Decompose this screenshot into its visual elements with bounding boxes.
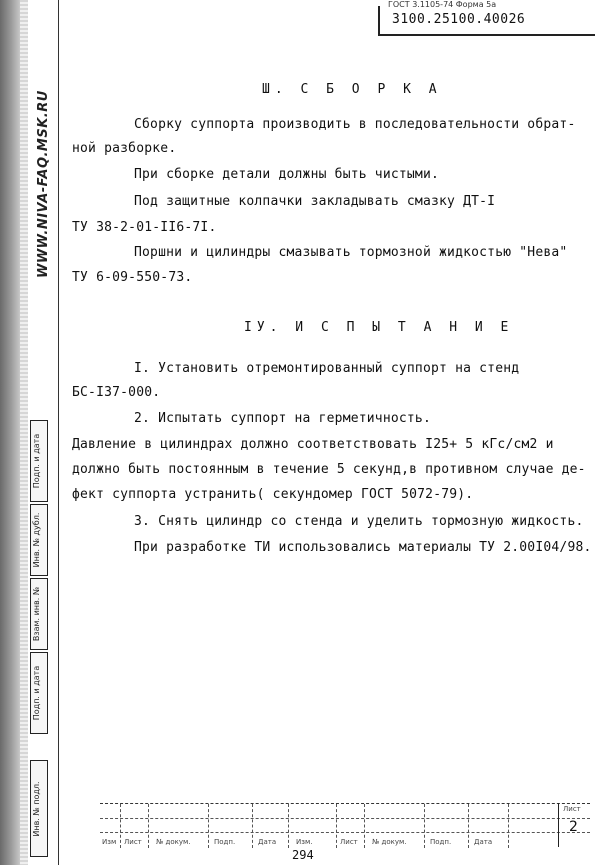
title-block-divider <box>120 804 121 848</box>
section-4-line: должно быть постоянным в течение 5 секунд,в противном случае де- <box>72 462 586 477</box>
document-number-box <box>378 6 595 36</box>
title-block-label: Дата <box>258 838 277 846</box>
title-block-divider <box>468 804 469 848</box>
side-stamp-3 <box>30 578 48 650</box>
title-block-label: Лист <box>340 838 358 846</box>
title-block-label: Лист <box>124 838 142 846</box>
title-block-divider <box>508 804 509 848</box>
side-stamp-label: Взам. инв. № <box>32 586 41 642</box>
side-stamp-5 <box>30 760 48 857</box>
side-stamp-4 <box>30 652 48 734</box>
section-3-title: Ш. С Б О Р К А <box>262 82 442 97</box>
watermark-text: WWW.NIVA-FAQ.MSK.RU <box>36 90 51 278</box>
side-stamp-label: Инв. № дубл. <box>32 512 41 568</box>
title-block-rule <box>100 818 590 819</box>
section-4-line: 3. Снять цилиндр со стенда и уделить тормозную жидкость. <box>134 514 584 529</box>
title-block-divider <box>148 804 149 848</box>
section-3-line: Поршни и цилиндры смазывать тормозной жидкостью "Нева" <box>134 245 568 260</box>
title-block-label: Изм <box>102 838 117 846</box>
left-scan-edge <box>0 0 20 865</box>
title-block-rule <box>100 832 590 833</box>
title-block <box>100 803 590 848</box>
title-block-label: Подп. <box>430 838 452 846</box>
title-block-divider <box>288 804 289 848</box>
title-block-label: Подп. <box>214 838 236 846</box>
side-stamp-label: Инв. № подл. <box>32 780 41 837</box>
section-3-line: ной разборке. <box>72 141 177 156</box>
title-block-divider <box>364 804 365 848</box>
title-block-divider <box>336 804 337 848</box>
page-number: 294 <box>292 848 314 862</box>
section-3-line: При сборке детали должны быть чистыми. <box>134 167 440 182</box>
section-4-line: 2. Испытать суппорт на герметичность. <box>134 411 431 426</box>
section-3-line: Сборку суппорта производить в последовательности обрат- <box>134 117 576 132</box>
watermark-container <box>26 90 51 278</box>
left-scan-texture <box>20 0 28 865</box>
title-block-divider <box>208 804 209 848</box>
section-3-line: ТУ 38-2-01-II6-7I. <box>72 220 217 235</box>
sheet-number-box <box>558 803 593 847</box>
title-block-label: № докум. <box>372 838 407 846</box>
title-block-label: Дата <box>474 838 493 846</box>
section-4-line: БС-I37-000. <box>72 385 161 400</box>
title-block-divider <box>252 804 253 848</box>
title-block-label: № докум. <box>156 838 191 846</box>
side-stamp-label: Подп. и дата <box>32 665 41 721</box>
form-header-text: ГОСТ 3.1105-74 Форма 5а <box>388 0 497 9</box>
section-4-title: IУ. И С П Ы Т А Н И Е <box>244 320 514 335</box>
side-stamp-column <box>30 420 48 865</box>
document-number: 3100.25100.40026 <box>392 12 526 27</box>
sheet-number: 2 <box>569 819 578 835</box>
section-4-line: При разработке ТИ использовались материалы ТУ 2.00I04/98. <box>134 540 592 555</box>
section-3-line: Под защитные колпачки закладывать смазку ДТ-I <box>134 194 496 209</box>
side-stamp-1 <box>30 420 48 502</box>
sheet-label: Лист <box>563 805 581 813</box>
section-4-line: Давление в цилиндрах должно соответствовать I25+ 5 кГс/см2 и <box>72 437 554 452</box>
title-block-label: Изм. <box>296 838 313 846</box>
side-stamp-2 <box>30 504 48 576</box>
section-4-line: фект суппорта устранить( секундомер ГОСТ 5072-79). <box>72 487 474 502</box>
section-3-line: ТУ 6-09-550-73. <box>72 270 193 285</box>
section-4-line: I. Установить отремонтированный суппорт на стенд <box>134 361 520 376</box>
title-block-divider <box>424 804 425 848</box>
side-stamp-label: Подп. и дата <box>32 433 41 489</box>
